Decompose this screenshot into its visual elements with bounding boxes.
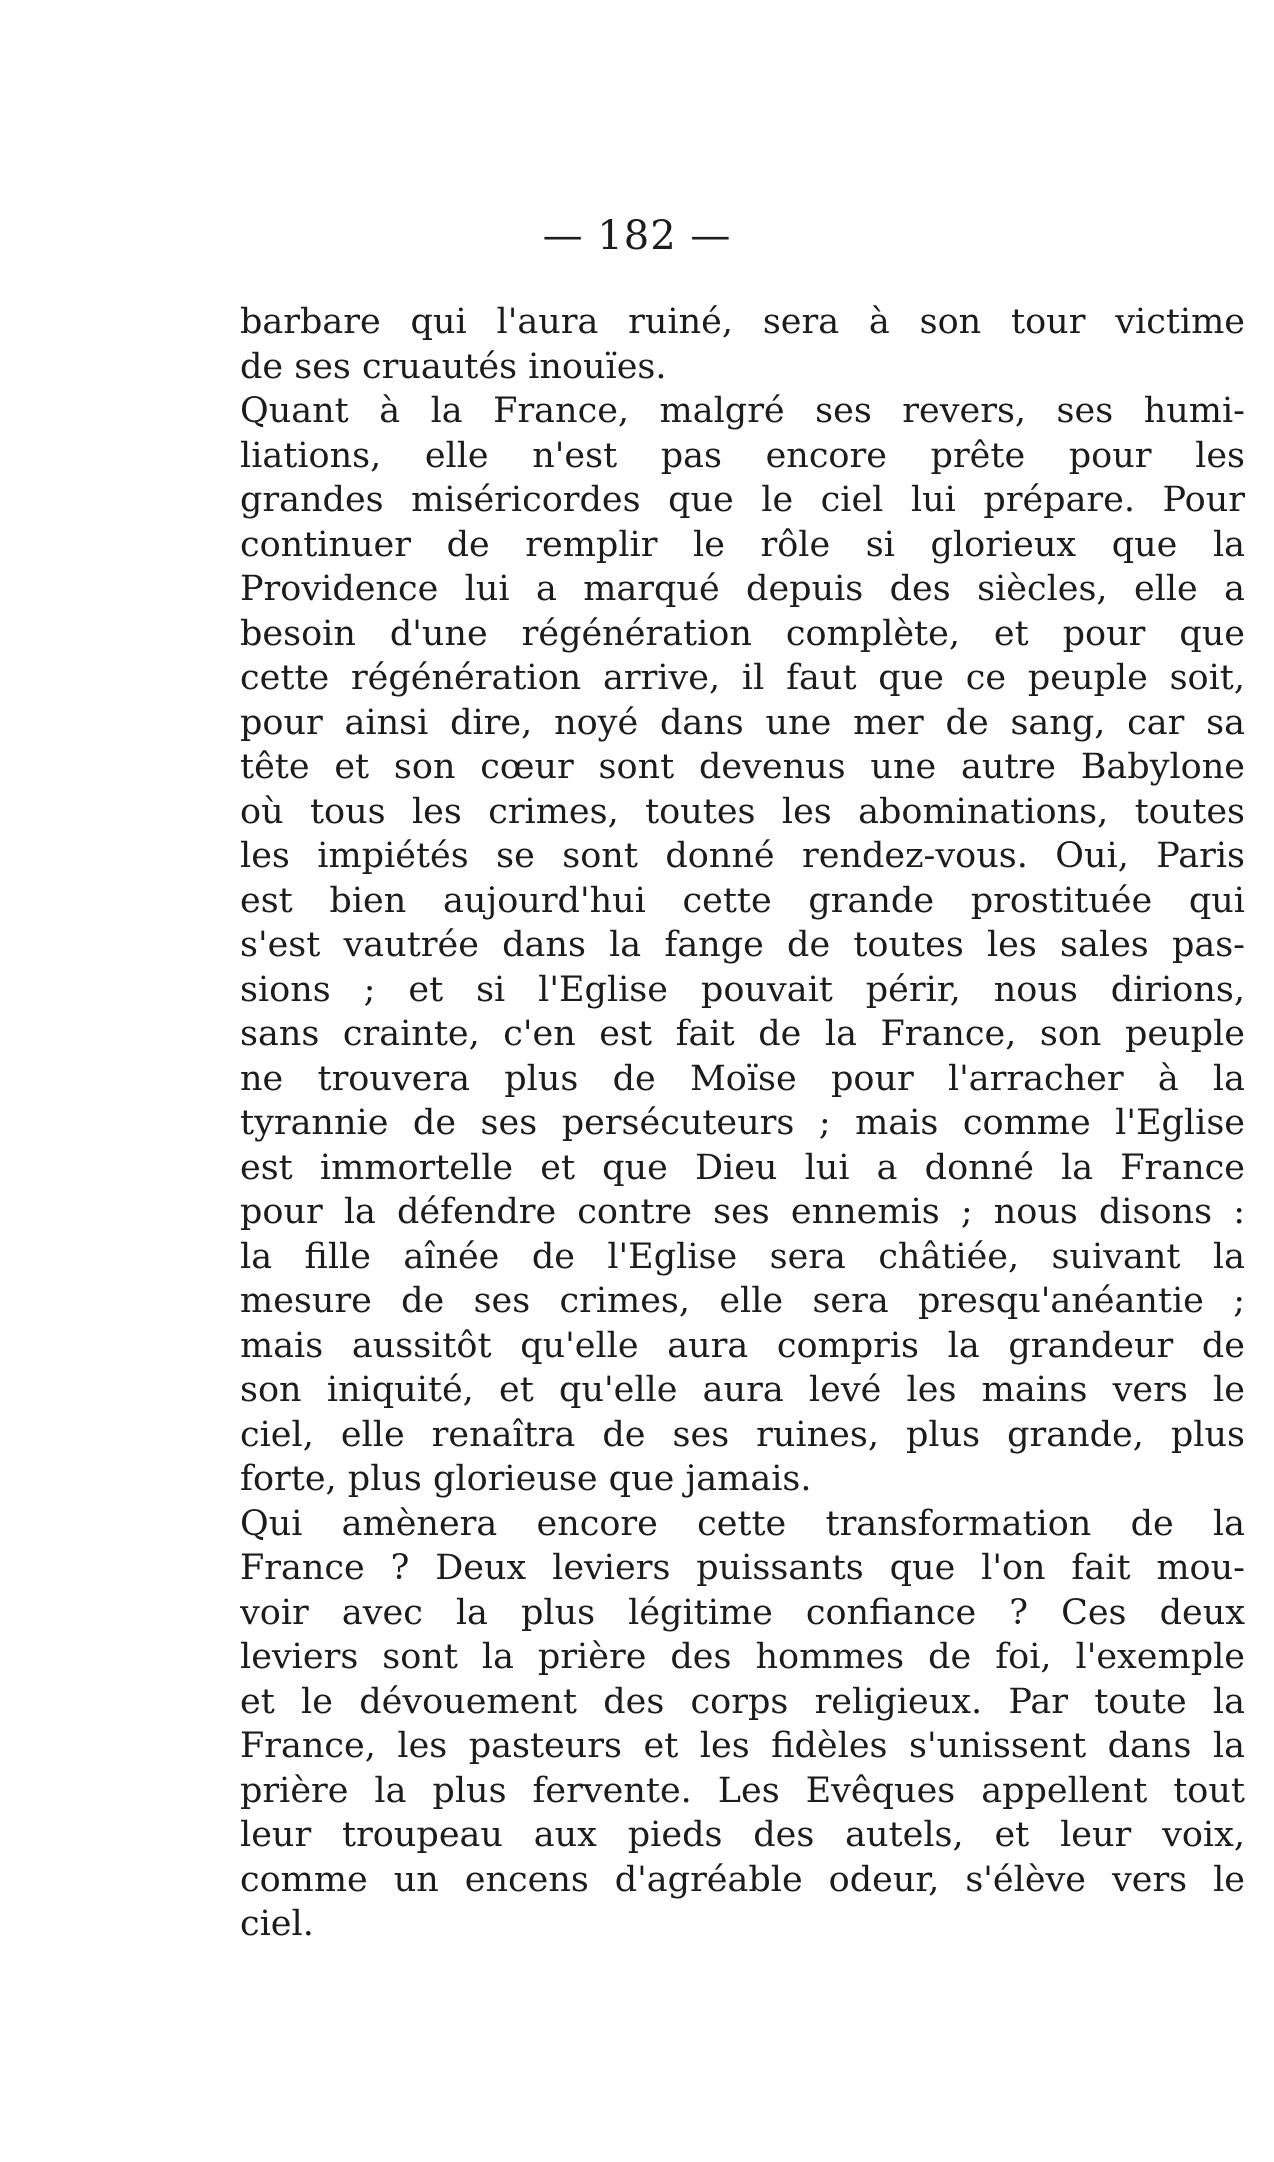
text-line: sans crainte, c'en est fait de la France, son peuple [240, 1014, 1245, 1054]
text-line: continuer de remplir le rôle si glorieux que la [240, 524, 1245, 565]
text-line: Qui amènera encore cette transformation de la [240, 1503, 1245, 1544]
text-line: liations, elle n'est pas encore prête pour les [240, 435, 1245, 476]
text-line: leviers sont la prière des hommes de foi, l'exemple [240, 1637, 1245, 1677]
text-line: pour la défendre contre ses ennemis ; nous disons : [240, 1192, 1245, 1232]
body-text [240, 300, 1245, 1947]
page-number: — 182 — [542, 213, 732, 259]
text-line: est bien aujourd'hui cette grande prostituée qui [240, 880, 1245, 921]
text-line: pour ainsi dire, noyé dans une mer de sang, car sa [240, 702, 1245, 743]
text-line: la fille aînée de l'Eglise sera châtiée, suivant la [240, 1236, 1245, 1277]
text-line: est immortelle et que Dieu lui a donné la France [240, 1147, 1245, 1188]
text-line: voir avec la plus légitime confiance ? Ces deux [240, 1592, 1245, 1633]
text-line: sions ; et si l'Eglise pouvait périr, nous dirions, [240, 969, 1245, 1010]
text-line: besoin d'une régénération complète, et pour que [240, 613, 1245, 654]
text-line: France, les pasteurs et les fidèles s'unissent dans la [240, 1726, 1245, 1766]
text-line: tyrannie de ses persécuteurs ; mais comme l'Eglise [240, 1103, 1245, 1143]
text-line: ciel, elle renaîtra de ses ruines, plus grande, plus [240, 1414, 1245, 1455]
text-line: France ? Deux leviers puissants que l'on fait mou- [240, 1548, 1245, 1588]
text-line: cette régénération arrive, il faut que ce peuple soit, [240, 658, 1245, 698]
text-line: son iniquité, et qu'elle aura levé les mains vers le [240, 1370, 1245, 1410]
text-line: où tous les crimes, toutes les abominations, toutes [240, 791, 1245, 832]
text-line: ne trouvera plus de Moïse pour l'arracher à la [240, 1058, 1245, 1099]
text-line: comme un encens d'agréable odeur, s'élève vers le [240, 1859, 1245, 1900]
text-line: tête et son cœur sont devenus une autre Babylone [240, 747, 1245, 787]
text-line: grandes miséricordes que le ciel lui prépare. Pour [240, 480, 1245, 520]
text-line: barbare qui l'aura ruiné, sera à son tour victime [240, 302, 1245, 342]
text-line: s'est vautrée dans la fange de toutes les sales pas- [240, 925, 1245, 965]
text-line: mais aussitôt qu'elle aura compris la grandeur de [240, 1325, 1245, 1366]
text-line: leur troupeau aux pieds des autels, et leur voix, [240, 1815, 1245, 1855]
text-line: Quant à la France, malgré ses revers, ses humi- [240, 391, 1245, 431]
text-line: Providence lui a marqué depuis des siècles, elle a [240, 569, 1245, 609]
text-line: mesure de ses crimes, elle sera presqu'anéantie ; [240, 1281, 1245, 1321]
text-line: et le dévouement des corps religieux. Par toute la [240, 1681, 1245, 1722]
text-line: les impiétés se sont donné rendez-vous. Oui, Paris [240, 836, 1245, 876]
text-line: forte, plus glorieuse que jamais. [240, 1459, 812, 1499]
text-line: prière la plus fervente. Les Evêques appellent tout [240, 1770, 1245, 1811]
text-line: de ses cruautés inouïes. [240, 346, 667, 387]
text-line: ciel. [240, 1904, 314, 1944]
